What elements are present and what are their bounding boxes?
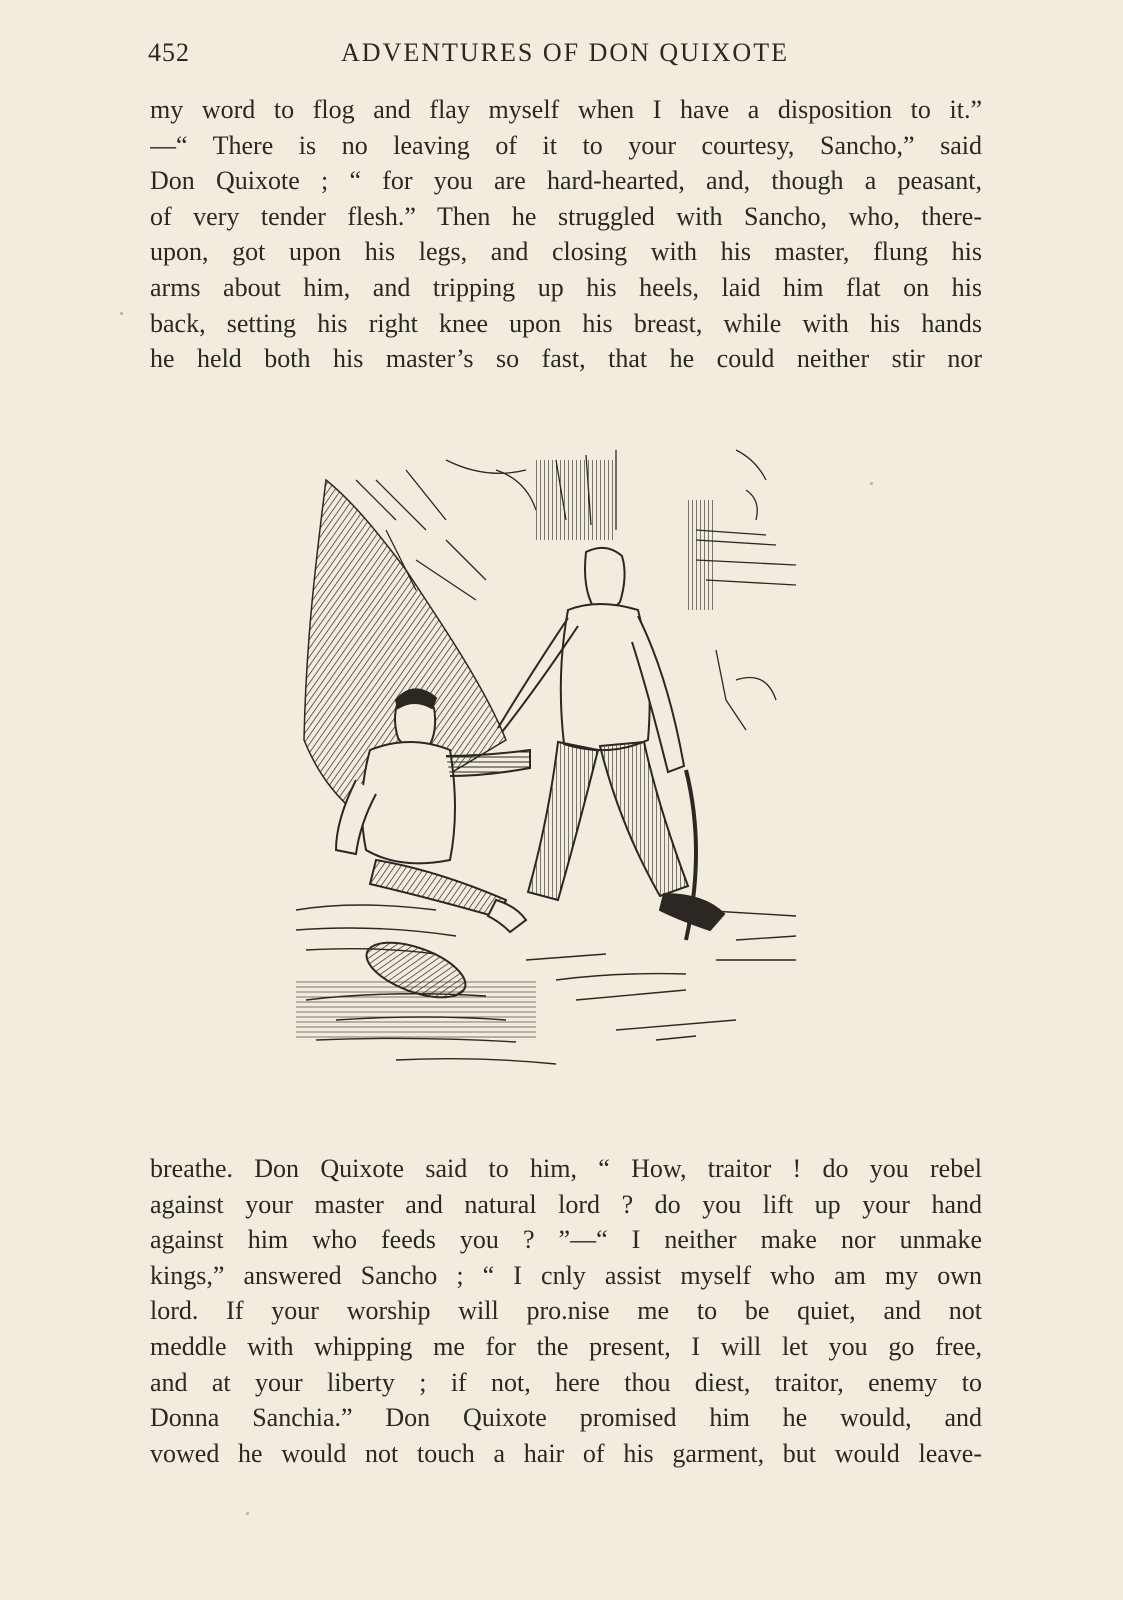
text-line: he held both his master’s so fast, that he could neither stir nor <box>150 344 982 374</box>
text-line: back, setting his right knee upon his breast, while with his hands <box>150 308 982 338</box>
body-text-top <box>150 92 982 377</box>
body-text-bottom <box>150 1151 982 1471</box>
text-line: kings,” answered Sancho ; “ I cnly assist myself who am my own <box>150 1260 982 1290</box>
text-line: and at your liberty ; if not, here thou diest, traitor, enemy to <box>150 1367 982 1397</box>
text-line: Donna Sanchia.” Don Quixote promised him he would, and <box>150 1403 982 1433</box>
paper-speck <box>870 482 873 485</box>
text-line: my word to flog and flay myself when I have a disposition to it.” <box>150 95 982 124</box>
text-line: against him who feeds you ? ”—“ I neither make nor unmake <box>150 1225 982 1255</box>
page-number: 452 <box>148 38 190 67</box>
page-header <box>148 38 982 78</box>
text-line: meddle with whipping me for the present, I will let you go free, <box>150 1331 982 1361</box>
engraving-illustration <box>296 440 822 1080</box>
ground-hatching <box>296 980 536 1040</box>
engraving-drawing <box>296 440 822 1080</box>
distant-trunk-hatching <box>686 500 716 610</box>
text-line: upon, got upon his legs, and closing with his master, flung his <box>150 237 982 267</box>
text-line: arms about him, and tripping up his heels, laid him flat on his <box>150 272 982 302</box>
distant-tree-hatching <box>536 460 616 540</box>
text-line: of very tender flesh.” Then he struggled with Sancho, who, there- <box>150 201 982 231</box>
running-title: ADVENTURES OF DON QUIXOTE <box>341 38 789 67</box>
paper-speck <box>246 1512 249 1515</box>
text-line: against your master and natural lord ? do you lift up your hand <box>150 1189 982 1219</box>
text-line: lord. If your worship will pro.nise me to be quiet, and not <box>150 1296 982 1326</box>
paper-speck <box>120 312 123 315</box>
text-line: Don Quixote ; “ for you are hard-hearted, and, though a peasant, <box>150 166 982 196</box>
text-line: —“ There is no leaving of it to your courtesy, Sancho,” said <box>150 130 982 160</box>
text-line: vowed he would not touch a hair of his garment, but would leave- <box>150 1438 982 1468</box>
text-line: breathe. Don Quixote said to him, “ How, traitor ! do you rebel <box>150 1154 982 1183</box>
